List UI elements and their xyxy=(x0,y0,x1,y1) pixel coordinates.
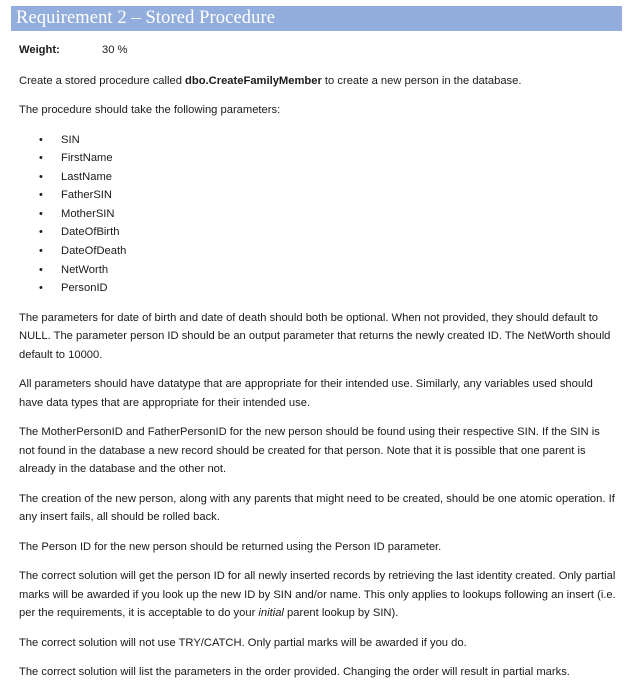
bullet-icon: • xyxy=(39,189,43,202)
parameter-item xyxy=(39,186,618,205)
weight-value: 30 % xyxy=(102,44,128,56)
parameter-name: FirstName xyxy=(61,152,113,165)
parameter-item xyxy=(39,261,618,280)
trycatch-paragraph: The correct solution will not use TRY/CATCH. Only partial marks will be awarded if you do. xyxy=(19,636,467,649)
parameter-name: LastName xyxy=(61,170,112,183)
parameter-item xyxy=(39,131,618,150)
parameter-item xyxy=(39,205,618,224)
parameter-name: FatherSIN xyxy=(61,189,112,202)
section-heading: Requirement 2 – Stored Procedure xyxy=(16,8,276,28)
parameter-name: DateOfBirth xyxy=(61,226,120,239)
intro-paragraph xyxy=(19,72,618,91)
identity-paragraph xyxy=(19,567,618,623)
weight-label: Weight: xyxy=(19,44,60,56)
bullet-icon: • xyxy=(39,226,43,239)
bullet-icon: • xyxy=(39,245,43,258)
order-paragraph: The correct solution will list the parameters in the order provided. Changing the order will result in partial marks. xyxy=(19,666,570,679)
identity-emphasis: initial xyxy=(258,607,284,620)
parameter-list xyxy=(19,131,618,298)
parameter-name: NetWorth xyxy=(61,263,109,276)
return-id-paragraph: The Person ID for the new person should be returned using the Person ID parameter. xyxy=(19,540,442,553)
params-intro: The procedure should take the following parameters: xyxy=(19,104,281,116)
bullet-icon: • xyxy=(39,263,43,276)
intro-before: Create a stored procedure called xyxy=(19,74,186,87)
document-body xyxy=(11,41,622,682)
parameter-name: SIN xyxy=(61,133,80,146)
atomic-paragraph: The creation of the new person, along with any parents that might need to be created, should be one atomic operation. If any insert fails, all should be rolled back. xyxy=(19,492,615,524)
identity-after: parent lookup by SIN). xyxy=(283,607,399,620)
parameter-name: DateOfDeath xyxy=(61,245,127,258)
intro-after: to create a new person in the database. xyxy=(321,74,522,87)
datatypes-paragraph: All parameters should have datatype that are appropriate for their intended use. Similarly, any variables used should have data types that are appropriate for their intended use. xyxy=(19,378,593,409)
parents-paragraph: The MotherPersonID and FatherPersonID for the new person should be found using their respective SIN. If the SIN is not found in the database a new record should be created for that person. Note that it is possible that one parent is already in the database and the other not. xyxy=(19,426,600,476)
bullet-icon: • xyxy=(39,282,43,295)
optional-paragraph: The parameters for date of birth and date of death should both be optional. When not provided, they should default to NULL. The parameter person ID should be an output parameter that returns the newly created ID. The NetWorth should default to 10000. xyxy=(19,311,611,361)
section-heading-bar xyxy=(11,6,622,31)
identity-before: The correct solution will get the person ID for all newly inserted records by retrieving the last identity created. Only partial marks will be awarded if you look up the new ID by SIN and/or name. This only applies to lookups following an insert (i.e. per the requirements, it is acceptable to do your xyxy=(19,570,616,620)
parameter-name: MotherSIN xyxy=(61,207,115,220)
weight-row xyxy=(19,41,618,60)
parameter-item xyxy=(39,242,618,261)
bullet-icon: • xyxy=(39,207,43,220)
bullet-icon: • xyxy=(39,152,43,165)
parameter-name: PersonID xyxy=(61,282,108,295)
bullet-icon: • xyxy=(39,133,43,146)
procedure-name: dbo.CreateFamilyMember xyxy=(185,74,322,87)
parameter-item xyxy=(39,279,618,298)
parameter-item xyxy=(39,168,618,187)
parameter-item xyxy=(39,149,618,168)
parameter-item xyxy=(39,223,618,242)
bullet-icon: • xyxy=(39,170,43,183)
